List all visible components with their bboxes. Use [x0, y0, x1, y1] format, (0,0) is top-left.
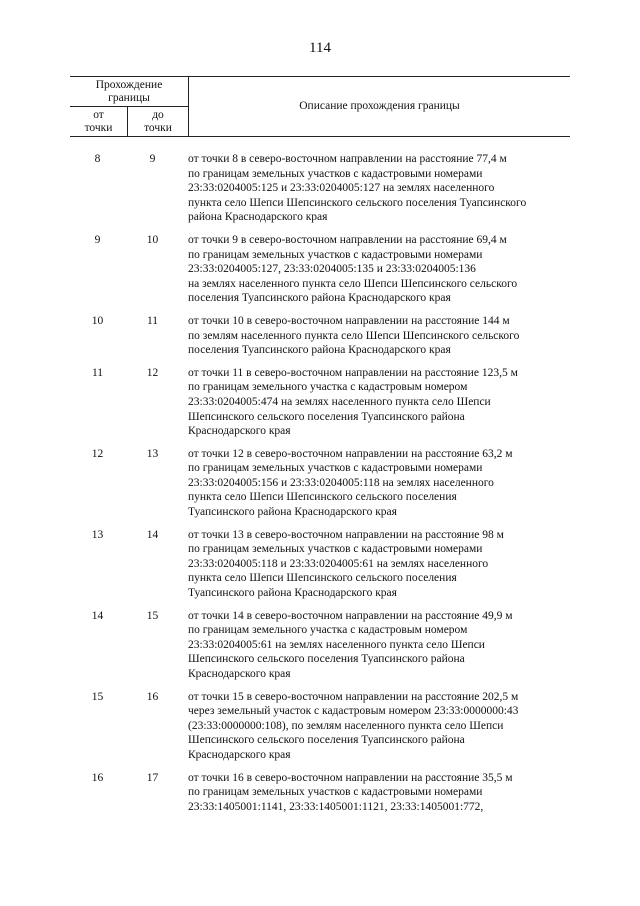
point-to: 12 [146, 366, 159, 379]
description-line: поселения Туапсинского района Краснодарского края [188, 292, 451, 305]
table-row [70, 152, 570, 225]
description-line: Краснодарского края [188, 425, 291, 438]
header-from-line: точки [84, 122, 113, 134]
point-from: 11 [91, 366, 104, 379]
header-bottom-rule [70, 136, 570, 137]
description-line: Туапсинского района Краснодарского края [188, 587, 397, 600]
description-line: через земельный участок с кадастровым номером 23:33:0000000:43 [188, 705, 519, 718]
description-line: от точки 10 в северо-восточном направлении на расстояние 144 м [188, 314, 510, 327]
description-line: Краснодарского края [188, 668, 291, 680]
description-line: 23:33:0204005:118 и 23:33:0204005:61 на землях населенного [188, 557, 489, 570]
header-description: Описание прохождения границы [299, 100, 460, 112]
description-line: от точки 8 в северо-восточном направлении на расстояние 77,4 м [188, 153, 507, 165]
boundary-description [180, 690, 570, 763]
description-line: Туапсинского района Краснодарского края [188, 506, 397, 519]
header-from [70, 109, 127, 135]
header-from-line: от [93, 109, 104, 121]
description-line: от точки 14 в северо-восточном направлении на расстояние 49,9 м [188, 609, 513, 622]
header-mid-rule [70, 106, 188, 107]
point-from: 13 [91, 528, 104, 541]
table-body [70, 152, 570, 822]
boundary-description [180, 366, 570, 439]
point-from: 10 [91, 314, 104, 327]
description-line: 23:33:0204005:156 и 23:33:0204005:118 на землях населенного [188, 476, 494, 489]
description-line: по границам земельных участков с кадастровыми номерами [188, 543, 483, 556]
point-to: 14 [146, 528, 159, 541]
description-line: района Краснодарского края [188, 211, 328, 224]
header-group-line: Прохождение [95, 79, 163, 91]
description-line: от точки 13 в северо-восточном направлении на расстояние 98 м [188, 528, 504, 541]
table-row [70, 447, 570, 520]
table-row [70, 690, 570, 763]
point-from: 16 [91, 771, 104, 784]
table-row [70, 609, 570, 682]
boundary-description [180, 447, 570, 520]
description-line: Шепсинского сельского поселения Туапсинского района [188, 734, 465, 747]
table-row [70, 528, 570, 601]
boundary-description [180, 609, 570, 682]
description-line: 23:33:0204005:474 на землях населенного пункта село Шепси [188, 395, 491, 408]
point-from: 12 [91, 447, 104, 460]
boundary-description [180, 771, 570, 815]
point-from: 14 [91, 609, 104, 622]
description-line: по границам земельного участка с кадастровым номером [188, 381, 468, 394]
description-line: пункта село Шепси Шепсинского сельского поселения [188, 491, 457, 504]
table-row [70, 771, 570, 815]
table-row [70, 366, 570, 439]
boundary-description [180, 314, 570, 358]
description-line: 23:33:0204005:127, 23:33:0204005:135 и 23:33:0204005:136 [188, 263, 476, 276]
point-to: 15 [146, 609, 159, 622]
point-from: 8 [94, 153, 101, 165]
description-line: по землям населенного пункта село Шепси Шепсинского сельского [188, 329, 520, 342]
point-from: 9 [94, 233, 101, 246]
description-line: (23:33:0000000:108), по землям населенного пункта село Шепси [188, 719, 504, 732]
description-line: по границам земельных участков с кадастровыми номерами [188, 786, 483, 799]
point-to: 9 [149, 153, 156, 165]
table-header [70, 76, 570, 136]
description-line: от точки 9 в северо-восточном направлении на расстояние 69,4 м [188, 233, 507, 246]
point-to: 17 [146, 771, 159, 784]
point-to: 13 [146, 447, 159, 460]
description-line: по границам земельных участков с кадастровыми номерами [188, 248, 483, 261]
point-to: 11 [146, 314, 159, 327]
header-to-line: точки [144, 122, 172, 134]
header-to-line: до [152, 109, 164, 121]
page-number: 114 [309, 40, 331, 56]
description-line: от точки 11 в северо-восточном направлении на расстояние 123,5 м [188, 366, 518, 379]
header-group [70, 79, 188, 105]
description-line: от точки 16 в северо-восточном направлении на расстояние 35,5 м [188, 771, 513, 784]
description-line: пункта село Шепси Шепсинского сельского поселения Туапсинского [188, 196, 527, 209]
point-to: 10 [146, 233, 159, 246]
description-line: Краснодарского края [188, 748, 291, 761]
boundary-description [180, 233, 570, 306]
header-group-line: границы [108, 92, 150, 104]
description-line: 23:33:0204005:125 и 23:33:0204005:127 на землях населенного [188, 182, 495, 195]
boundary-description [180, 152, 570, 225]
point-to: 16 [146, 690, 159, 703]
description-line: от точки 12 в северо-восточном направлении на расстояние 63,2 м [188, 447, 513, 460]
point-from: 15 [91, 690, 104, 703]
table-row [70, 314, 570, 358]
boundary-description [180, 528, 570, 601]
header-to [128, 109, 188, 135]
description-line: поселения Туапсинского района Краснодарского края [188, 344, 451, 357]
description-line: от точки 15 в северо-восточном направлении на расстояние 202,5 м [188, 690, 519, 703]
header-top-rule [70, 76, 570, 77]
description-line: 23:33:1405001:1141, 23:33:1405001:1121, 23:33:1405001:772, [188, 800, 484, 813]
description-line: по границам земельного участка с кадастровым номером [188, 624, 468, 637]
description-line: 23:33:0204005:61 на землях населенного пункта село Шепси [188, 638, 485, 651]
description-line: пункта село Шепси Шепсинского сельского поселения [188, 572, 457, 585]
description-line: Шепсинского сельского поселения Туапсинского района [188, 410, 465, 423]
description-line: Шепсинского сельского поселения Туапсинского района [188, 653, 465, 666]
description-line: по границам земельных участков с кадастровыми номерами [188, 167, 483, 180]
description-line: по границам земельных участков с кадастровыми номерами [188, 462, 483, 475]
description-line: на землях населенного пункта село Шепси Шепсинского сельского [188, 277, 518, 290]
table-row [70, 233, 570, 306]
